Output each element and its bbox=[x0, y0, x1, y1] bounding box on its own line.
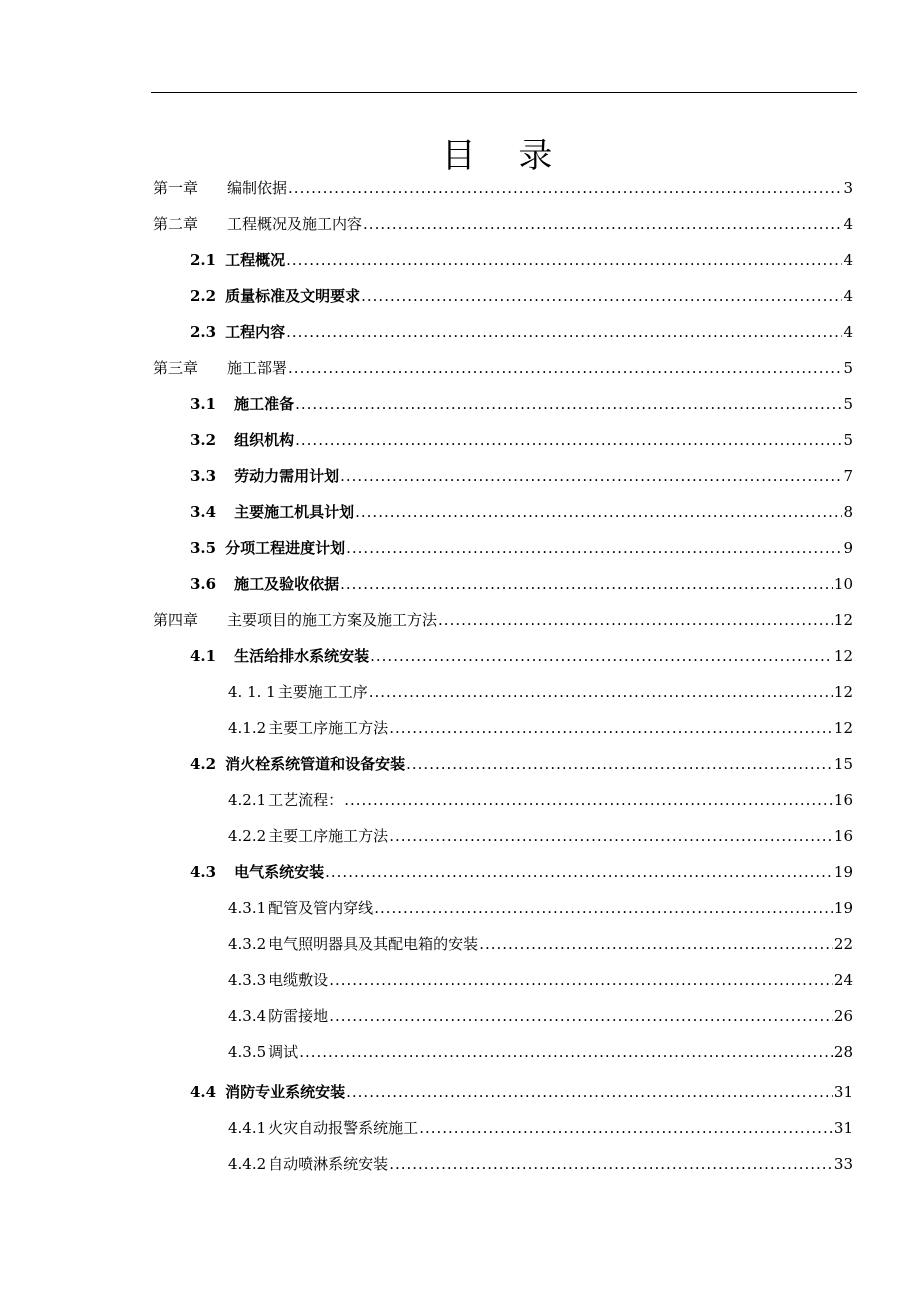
toc-entry[interactable] bbox=[228, 826, 853, 848]
toc-entry-label: 编制依据 bbox=[227, 179, 288, 197]
toc-entry[interactable] bbox=[153, 178, 853, 200]
toc-entry-label: 自动喷淋系统安装 bbox=[268, 1155, 389, 1173]
dot-leader bbox=[329, 1006, 833, 1026]
dot-leader bbox=[346, 1082, 833, 1102]
toc-entry-page: 4 bbox=[843, 287, 853, 305]
dot-leader bbox=[389, 718, 833, 738]
toc-entry-number: 4.3 bbox=[190, 863, 217, 881]
toc-entry-number: 4.2 bbox=[190, 755, 217, 773]
toc-entry-page: 31 bbox=[833, 1083, 853, 1101]
toc-entry-number: 第三章 bbox=[153, 359, 199, 377]
toc-entry-number: 4.3.3 bbox=[228, 971, 267, 989]
dot-leader bbox=[295, 430, 842, 450]
toc-entry-number: 2.3 bbox=[190, 323, 217, 341]
toc-entry[interactable] bbox=[190, 502, 853, 524]
toc-entry[interactable] bbox=[190, 754, 853, 776]
toc-entry-label: 工程概况及施工内容 bbox=[227, 215, 363, 233]
dot-leader bbox=[369, 682, 833, 702]
toc-entry-number: 4.4 bbox=[190, 1083, 217, 1101]
toc-entry-page: 16 bbox=[833, 827, 853, 845]
toc-entry-number: 4.4.1 bbox=[228, 1119, 267, 1137]
toc-entry-number: 4.3.1 bbox=[228, 899, 267, 917]
toc-entry-page: 19 bbox=[833, 863, 853, 881]
toc-entry-label: 施工部署 bbox=[227, 359, 288, 377]
toc-entry[interactable] bbox=[228, 1042, 853, 1064]
toc-entry-label: 配管及管内穿线 bbox=[268, 899, 374, 917]
toc-entry[interactable] bbox=[190, 862, 853, 884]
toc-entry-label: 劳动力需用计划 bbox=[234, 467, 340, 485]
header-rule bbox=[151, 92, 857, 93]
toc-entry-page: 12 bbox=[833, 647, 853, 665]
toc-entry[interactable] bbox=[190, 1082, 853, 1104]
toc-entry-number: 4.3.2 bbox=[228, 935, 267, 953]
toc-entry-page: 9 bbox=[843, 539, 853, 557]
toc-entry-page: 4 bbox=[843, 251, 853, 269]
toc-entry-number: 4.3.4 bbox=[228, 1007, 267, 1025]
toc-entry[interactable] bbox=[228, 1118, 853, 1140]
toc-entry-label: 主要施工机具计划 bbox=[234, 503, 355, 521]
toc-entry-number: 3.3 bbox=[190, 467, 217, 485]
toc-entry[interactable] bbox=[153, 610, 853, 632]
toc-entry-page: 5 bbox=[843, 395, 853, 413]
dot-leader bbox=[286, 250, 842, 270]
toc-entry-page: 24 bbox=[833, 971, 853, 989]
toc-entry-page: 33 bbox=[833, 1155, 853, 1173]
toc-entry-page: 4 bbox=[843, 323, 853, 341]
dot-leader bbox=[479, 934, 833, 954]
toc-entry-page: 16 bbox=[833, 791, 853, 809]
toc-entry-number: 2.1 bbox=[190, 251, 217, 269]
toc-title: 目 录 bbox=[441, 136, 569, 176]
toc-entry-label: 主要工序施工方法 bbox=[268, 719, 389, 737]
toc-entry-number: 第一章 bbox=[153, 179, 199, 197]
toc-entry-number: 4.1.2 bbox=[228, 719, 267, 737]
toc-entry-label: 主要施工工序 bbox=[277, 683, 368, 701]
toc-entry[interactable] bbox=[228, 718, 853, 740]
toc-entry-label: 电气系统安装 bbox=[234, 863, 325, 881]
toc-entry-page: 10 bbox=[833, 575, 853, 593]
dot-leader bbox=[355, 502, 842, 522]
toc-entry[interactable] bbox=[190, 646, 853, 668]
toc-entry-number: 4.3.5 bbox=[228, 1043, 267, 1061]
toc-entry-label: 防雷接地 bbox=[268, 1007, 329, 1025]
dot-leader bbox=[340, 466, 842, 486]
toc-entry-label: 施工及验收依据 bbox=[234, 575, 340, 593]
toc-entry-page: 26 bbox=[833, 1007, 853, 1025]
dot-leader bbox=[438, 610, 833, 630]
toc-entry-page: 12 bbox=[833, 683, 853, 701]
toc-entry[interactable] bbox=[228, 1154, 853, 1176]
dot-leader bbox=[299, 1042, 833, 1062]
dot-leader bbox=[344, 790, 833, 810]
toc-entry[interactable] bbox=[190, 574, 853, 596]
toc-entry-number: 3.6 bbox=[190, 575, 217, 593]
toc-entry[interactable] bbox=[190, 250, 853, 272]
toc-entry-label: 工程概况 bbox=[225, 251, 286, 269]
toc-entry-page: 4 bbox=[843, 215, 853, 233]
toc-entry-label: 调试 bbox=[268, 1043, 299, 1061]
dot-leader bbox=[295, 394, 842, 414]
toc-entry-number: 第四章 bbox=[153, 611, 199, 629]
toc-entry[interactable] bbox=[190, 286, 853, 308]
dot-leader bbox=[286, 322, 842, 342]
dot-leader bbox=[340, 574, 833, 594]
toc-entry-number: 3.2 bbox=[190, 431, 217, 449]
dot-leader bbox=[389, 1154, 833, 1174]
toc-entry-page: 31 bbox=[833, 1119, 853, 1137]
toc-entry[interactable] bbox=[190, 430, 853, 452]
toc-entry-page: 19 bbox=[833, 899, 853, 917]
toc-entry-number: 4.2.2 bbox=[228, 827, 267, 845]
toc-entry-label: 消防专业系统安装 bbox=[225, 1083, 346, 1101]
dot-leader bbox=[325, 862, 833, 882]
toc-entry[interactable] bbox=[228, 682, 853, 704]
toc-entry-label: 电气照明器具及其配电箱的安装 bbox=[268, 935, 479, 953]
toc-entry-label: 生活给排水系统安装 bbox=[234, 647, 370, 665]
dot-leader bbox=[346, 538, 842, 558]
toc-entry-number: 4.2.1 bbox=[228, 791, 267, 809]
dot-leader bbox=[374, 898, 833, 918]
dot-leader bbox=[406, 754, 833, 774]
dot-leader bbox=[389, 826, 833, 846]
toc-entry-page: 22 bbox=[833, 935, 853, 953]
dot-leader bbox=[288, 358, 842, 378]
dot-leader bbox=[288, 178, 842, 198]
toc-entry[interactable] bbox=[228, 898, 853, 920]
toc-entry-number: 3.1 bbox=[190, 395, 217, 413]
toc-entry-number: 3.5 bbox=[190, 539, 217, 557]
toc-entry-label: 电缆敷设 bbox=[268, 971, 329, 989]
toc-entry-label: 主要工序施工方法 bbox=[268, 827, 389, 845]
toc-entry-page: 15 bbox=[833, 755, 853, 773]
toc-entry-page: 8 bbox=[843, 503, 853, 521]
toc-entry-page: 3 bbox=[843, 179, 853, 197]
toc-entry-page: 12 bbox=[833, 719, 853, 737]
toc-entry-label: 工艺流程： bbox=[268, 791, 344, 809]
toc-entry-label: 火灾自动报警系统施工 bbox=[268, 1119, 419, 1137]
toc-entry[interactable] bbox=[228, 970, 853, 992]
dot-leader bbox=[370, 646, 833, 666]
toc-entry-label: 质量标准及文明要求 bbox=[225, 287, 361, 305]
toc-entry[interactable] bbox=[228, 790, 853, 812]
toc-entry-label: 施工准备 bbox=[234, 395, 295, 413]
toc-entry[interactable] bbox=[153, 358, 853, 380]
toc-entry[interactable] bbox=[228, 934, 853, 956]
dot-leader bbox=[329, 970, 833, 990]
toc-entry-number: 4.4.2 bbox=[228, 1155, 267, 1173]
toc-entry-number: 4.1 bbox=[190, 647, 217, 665]
toc-entry-page: 7 bbox=[843, 467, 853, 485]
toc-entry-label: 工程内容 bbox=[225, 323, 286, 341]
toc-entry-page: 5 bbox=[843, 431, 853, 449]
toc-entry-label: 主要项目的施工方案及施工方法 bbox=[227, 611, 438, 629]
toc-entry[interactable] bbox=[190, 466, 853, 488]
toc-entry-page: 12 bbox=[833, 611, 853, 629]
toc-entry[interactable] bbox=[190, 394, 853, 416]
toc-entry-number: 第二章 bbox=[153, 215, 199, 233]
toc-entry-label: 消火栓系统管道和设备安装 bbox=[225, 755, 406, 773]
dot-leader bbox=[419, 1118, 833, 1138]
toc-entry-number: 4. 1. 1 bbox=[228, 683, 276, 701]
toc-entry-number: 3.4 bbox=[190, 503, 217, 521]
toc-entry-number: 2.2 bbox=[190, 287, 217, 305]
dot-leader bbox=[363, 214, 842, 234]
dot-leader bbox=[361, 286, 842, 306]
toc-entry-label: 组织机构 bbox=[234, 431, 295, 449]
toc-entry[interactable] bbox=[153, 214, 853, 236]
toc-entry[interactable] bbox=[190, 322, 853, 344]
toc-entry[interactable] bbox=[190, 538, 853, 560]
toc-entry-page: 5 bbox=[843, 359, 853, 377]
toc-entry[interactable] bbox=[228, 1006, 853, 1028]
toc-entry-label: 分项工程进度计划 bbox=[225, 539, 346, 557]
toc-entry-page: 28 bbox=[833, 1043, 853, 1061]
